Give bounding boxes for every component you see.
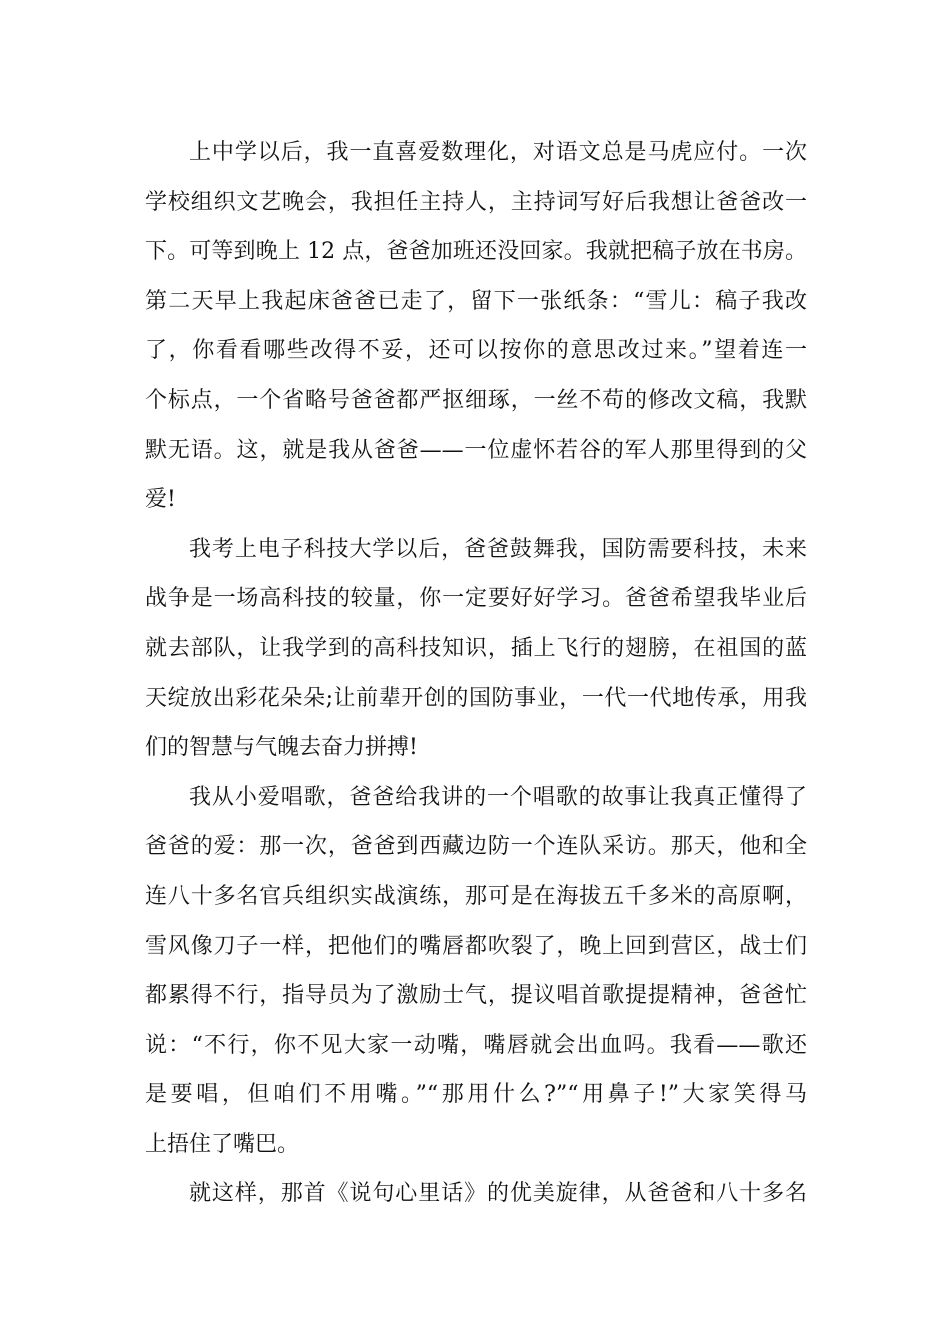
text-line: 上捂住了嘴巴。: [145, 1131, 300, 1157]
text-line: 第二天早上我起床爸爸已走了，留下一张纸条：“雪儿：稿子我改: [145, 288, 807, 314]
text-line: 都累得不行，指导员为了激励士气，提议唱首歌提提精神，爸爸忙: [145, 983, 807, 1009]
paragraph-4: [145, 1169, 807, 1219]
text-line: 上中学以后，我一直喜爱数理化，对语文总是马虎应付。一次: [189, 140, 807, 165]
text-line: 是要唱，但咱们不用嘴。”“那用什么?”“用鼻子!”大家笑得马: [145, 1082, 807, 1108]
text-line: 了，你看看哪些改得不妥，还可以按你的意思改过来。”望着连一: [145, 338, 807, 364]
text-line: 雪风像刀子一样，把他们的嘴唇都吹裂了，晚上回到营区，战士们: [145, 933, 807, 959]
text-line: 学校组织文艺晚会，我担任主持人，主持词写好后我想让爸爸改一: [145, 189, 807, 215]
text-line: 天绽放出彩花朵朵;让前辈开创的国防事业，一代一代地传承，用我: [145, 685, 807, 711]
text-line: 战争是一场高科技的较量，你一定要好好学习。爸爸希望我毕业后: [145, 586, 807, 612]
paragraph-2: [145, 525, 807, 773]
text-line: 下。可等到晚上 12 点，爸爸加班还没回家。我就把稿子放在书房。: [145, 239, 807, 265]
text-line: 我考上电子科技大学以后，爸爸鼓舞我，国防需要科技，未来: [189, 536, 807, 562]
text-line: 默无语。这，就是我从爸爸——一位虚怀若谷的军人那里得到的父: [145, 437, 807, 463]
text-line: 就去部队，让我学到的高科技知识，插上飞行的翅膀，在祖国的蓝: [145, 635, 807, 661]
text-line: 我从小爱唱歌，爸爸给我讲的一个唱歌的故事让我真正懂得了: [189, 784, 807, 810]
document-body: [145, 128, 807, 1219]
text-line: 就这样，那首《说句心里话》的优美旋律，从爸爸和八十多名: [189, 1181, 807, 1207]
paragraph-1: [145, 128, 807, 525]
text-line: 爸爸的爱：那一次，爸爸到西藏边防一个连队采访。那天，他和全: [145, 834, 807, 860]
text-line: 连八十多名官兵组织实战演练，那可是在海拔五千多米的高原啊，: [145, 883, 807, 909]
paragraph-3: [145, 773, 807, 1170]
text-line: 们的智慧与气魄去奋力拼搏!: [145, 735, 418, 761]
text-line: 个标点，一个省略号爸爸都严抠细琢，一丝不苟的修改文稿，我默: [145, 387, 807, 413]
text-line: 说：“不行，你不见大家一动嘴，嘴唇就会出血吗。我看——歌还: [145, 1032, 807, 1058]
text-line: 爱!: [145, 487, 176, 513]
